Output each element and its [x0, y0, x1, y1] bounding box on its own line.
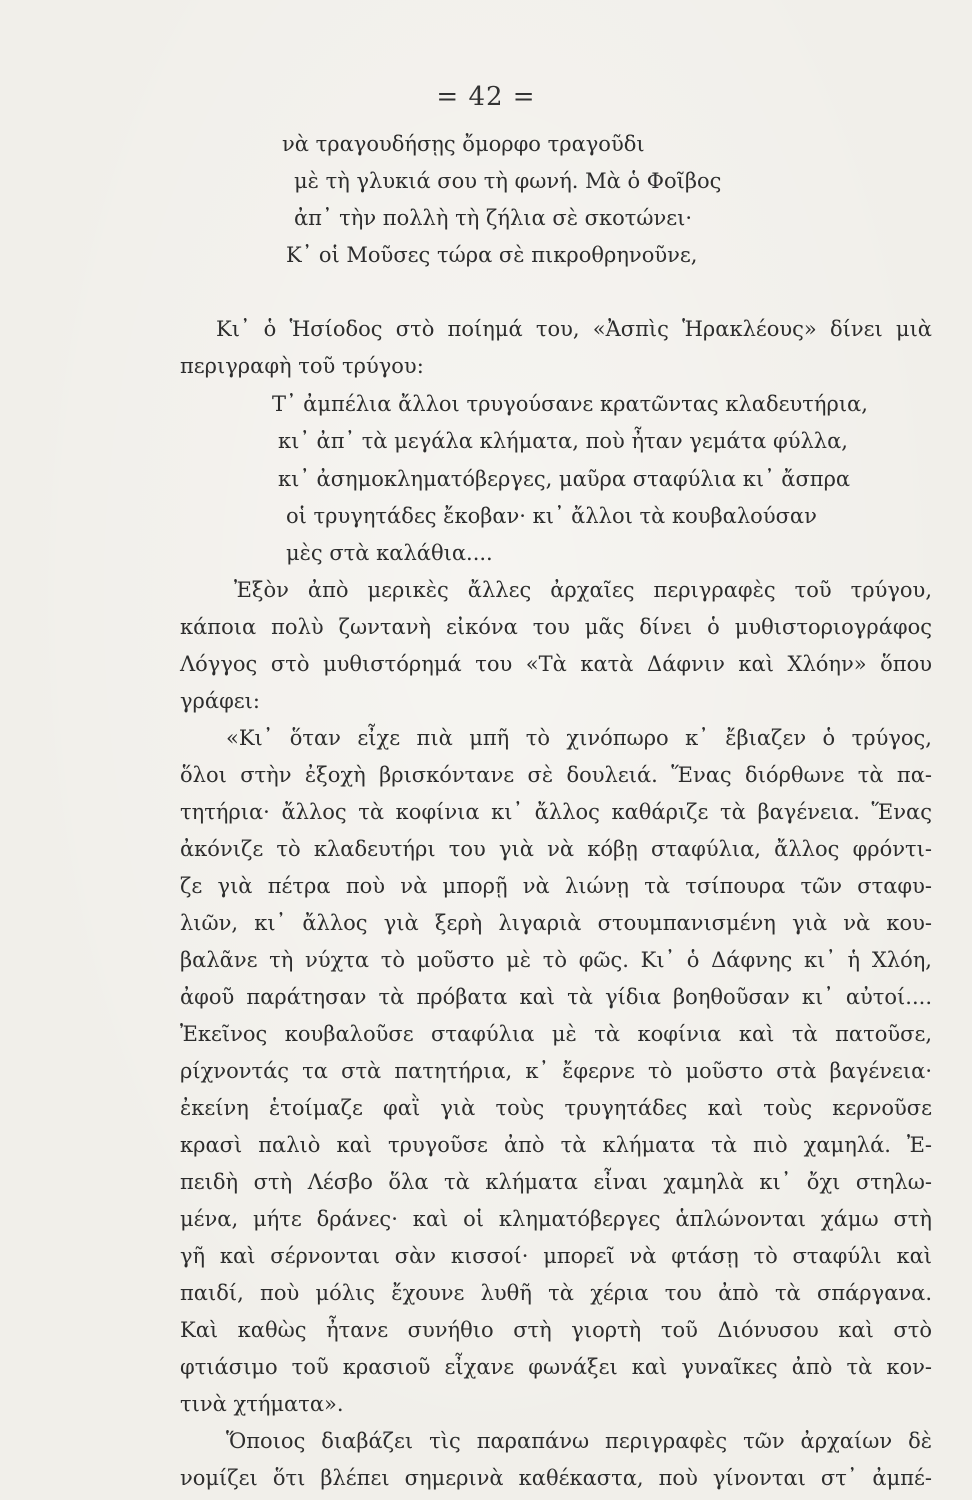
text-line: ἀφοῦ παράτησαν τὰ πρόβατα καὶ τὰ γίδια βοηθοῦσαν κι᾿ αὐτοί....: [180, 985, 932, 1009]
text-line: πειδὴ στὴ Λέσβο ὅλα τὰ κλήματα εἶναι χαμηλὰ κι᾿ ὄχι στηλω-: [180, 1170, 932, 1194]
text-line: ὅλοι στὴν ἐξοχὴ βρισκόντανε σὲ δουλειά. Ἕνας διόρθωνε τὰ πα-: [180, 763, 932, 787]
text-line: τινὰ χτήματα».: [180, 1392, 344, 1416]
text-line: Λόγγος στὸ μυθιστόρημά του «Τὰ κατὰ Δάφνιν καὶ Χλόην» ὅπου: [180, 652, 932, 676]
text-line: Κι᾿ ὁ Ἡσίοδος στὸ ποίημά του, «Ἀσπὶς Ἡρακλέους» δίνει μιὰ: [216, 317, 932, 341]
poem-line: Κ᾿ οἱ Μοῦσες τώρα σὲ πικροθρηνοῦνε,: [286, 243, 698, 267]
text-line: Ἐξὸν ἀπὸ μερικὲς ἄλλες ἀρχαῖες περιγραφὲς τοῦ τρύγου,: [234, 578, 932, 602]
text-line: λιῶν, κι᾿ ἄλλος γιὰ ξερὴ λιγαριὰ στουμπανισμένη γιὰ νὰ κου-: [180, 911, 932, 935]
text-line: φτιάσιμο τοῦ κρασιοῦ εἶχανε φωνάξει καὶ γυναῖκες ἀπὸ τὰ κον-: [180, 1355, 932, 1379]
poem-line: Τ᾿ ἀμπέλια ἄλλοι τρυγούσανε κρατῶντας κλαδευτήρια,: [272, 392, 868, 416]
text-line: τητήρια· ἄλλος τὰ κοφίνια κι᾿ ἄλλος καθάριζε τὰ βαγένεια. Ἕνας: [180, 800, 932, 824]
text-line: «Κι᾿ ὅταν εἶχε πιὰ μπῆ τὸ χινόπωρο κ᾿ ἔβιαζεν ὁ τρύγος,: [226, 726, 932, 750]
text-line: κάποια πολὺ ζωντανὴ εἰκόνα του μᾶς δίνει ὁ μυθιστοριογράφος: [180, 615, 932, 639]
text-line: νομίζει ὅτι βλέπει σημερινὰ καθέκαστα, ποὺ γίνονται στ᾿ ἀμπέ-: [180, 1466, 932, 1490]
text-line: ἐκείνη ἑτοίμαζε φαῒ γιὰ τοὺς τρυγητάδες καὶ τοὺς κερνοῦσε: [180, 1096, 932, 1120]
text-line: Ἐκεῖνος κουβαλοῦσε σταφύλια μὲ τὰ κοφίνια καὶ τὰ πατοῦσε,: [180, 1022, 932, 1046]
poem-line: νὰ τραγουδήσῃς ὄμορφο τραγοῦδι: [282, 132, 645, 156]
poem-line: οἱ τρυγητάδες ἔκοβαν· κι᾿ ἄλλοι τὰ κουβαλούσαν: [286, 504, 817, 528]
text-line: ἀκόνιζε τὸ κλαδευτήρι του γιὰ νὰ κόβῃ σταφύλια, ἄλλος φρόντι-: [180, 837, 932, 861]
text-line: γῆ καὶ σέρνονται σὰν κισσοί· μπορεῖ νὰ φτάσῃ τὸ σταφύλι καὶ: [180, 1244, 932, 1268]
text-line: γράφει:: [180, 689, 260, 713]
text-line: κρασὶ παλιὸ καὶ τρυγοῦσε ἀπὸ τὰ κλήματα τὰ πιὸ χαμηλά. Ἐ-: [180, 1133, 932, 1157]
text-line: βαλᾶνε τὴ νύχτα τὸ μοῦστο μὲ τὸ φῶς. Κι᾿ ὁ Δάφνης κι᾿ ἡ Χλόη,: [180, 948, 932, 972]
poem-line: μὲ τὴ γλυκιά σου τὴ φωνή. Μὰ ὁ Φοῖβος: [294, 169, 722, 193]
poem-line: μὲς στὰ καλάθια....: [286, 541, 493, 565]
poem-line: κι᾿ ἀσημοκληματόβεργες, μαῦρα σταφύλια κι᾿ ἄσπρα: [278, 467, 851, 491]
text-line: ζε γιὰ πέτρα ποὺ νὰ μπορῇ νὰ λιώνῃ τὰ τσίπουρα τῶν σταφυ-: [180, 874, 932, 898]
text-line: παιδί, ποὺ μόλις ἔχουνε λυθῆ τὰ χέρια του ἀπὸ τὰ σπάργανα.: [180, 1281, 932, 1305]
text-line: ρίχνοντάς τα στὰ πατητήρια, κ᾿ ἔφερνε τὸ μοῦστο στὰ βαγένεια·: [180, 1059, 932, 1083]
text-line: περιγραφὴ τοῦ τρύγου:: [180, 354, 424, 378]
text-line: Ὅποιος διαβάζει τὶς παραπάνω περιγραφὲς τῶν ἀρχαίων δὲ: [226, 1429, 932, 1453]
page-number: = 42 =: [436, 82, 536, 112]
poem-line: ἀπ᾿ τὴν πολλὴ τὴ ζήλια σὲ σκοτώνει·: [294, 206, 693, 230]
poem-line: κι᾿ ἀπ᾿ τὰ μεγάλα κλήματα, ποὺ ἦταν γεμάτα φύλλα,: [278, 429, 848, 453]
text-line: Καὶ καθὼς ἦτανε συνήθιο στὴ γιορτὴ τοῦ Διόνυσου καὶ στὸ: [180, 1318, 932, 1342]
text-line: μένα, μήτε δράνες· καὶ οἱ κληματόβεργες ἁπλώνονται χάμω στὴ: [180, 1207, 932, 1231]
